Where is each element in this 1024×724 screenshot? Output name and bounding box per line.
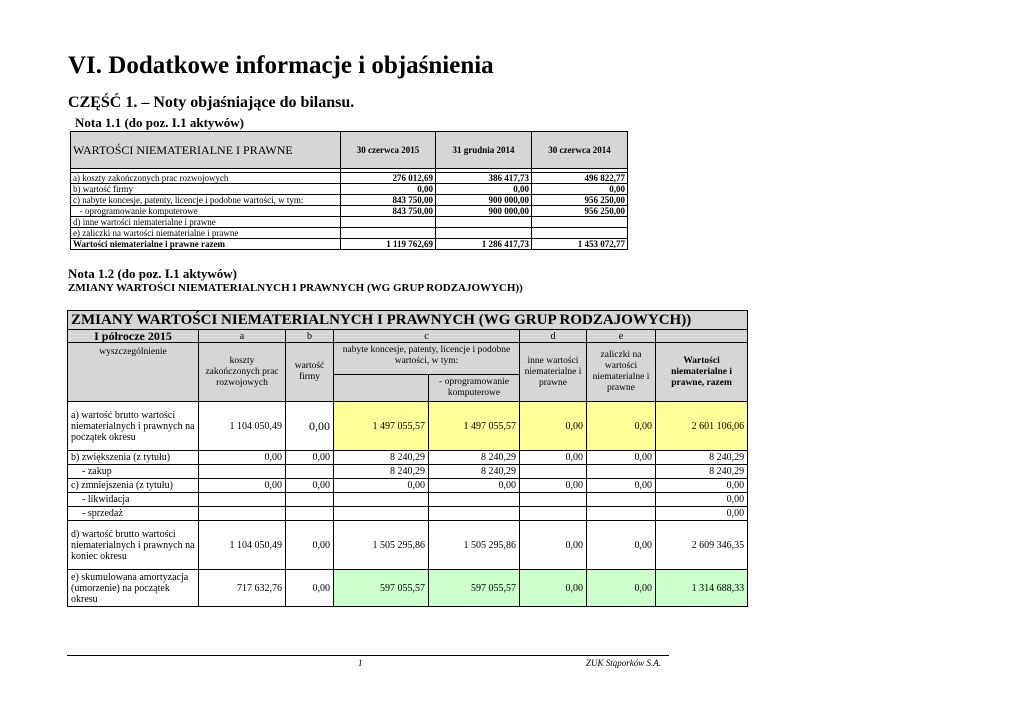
cell-value: 1 453 072,77 bbox=[532, 239, 628, 250]
cell-value: 1 497 055,57 bbox=[334, 402, 429, 451]
cell-value: 1 505 295,86 bbox=[429, 521, 520, 570]
cell-value: 956 250,00 bbox=[532, 195, 628, 206]
page-title: VI. Dodatkowe informacje i objaśnienia bbox=[68, 52, 494, 79]
table-row bbox=[71, 217, 628, 228]
cell-value: 900 000,00 bbox=[436, 195, 532, 206]
column-header: wartość firmy bbox=[286, 343, 334, 402]
cell-value: 0,00 bbox=[587, 479, 656, 493]
column-letter: c bbox=[334, 330, 520, 343]
cell-value: 0,00 bbox=[520, 451, 587, 465]
row-label: b) wartość firmy bbox=[71, 184, 341, 195]
row-label: b) zwiększenia (z tytułu) bbox=[68, 451, 199, 465]
cell-value: 0,00 bbox=[429, 479, 520, 493]
cell-value: 0,00 bbox=[286, 570, 334, 607]
cell-value bbox=[199, 465, 286, 479]
row-label: d) wartość brutto wartości niematerialnych i prawnych na koniec okresu bbox=[68, 521, 199, 570]
nota-1-1-table bbox=[70, 131, 628, 250]
cell-value: 0,00 bbox=[341, 184, 436, 195]
cell-value: 0,00 bbox=[199, 479, 286, 493]
column-letter: d bbox=[520, 330, 587, 343]
cell-value: 0,00 bbox=[520, 479, 587, 493]
row-label: Wartości niematerialne i prawne razem bbox=[71, 239, 341, 250]
cell-value: 0,00 bbox=[334, 479, 429, 493]
row-label: - zakup bbox=[68, 465, 199, 479]
cell-value: 386 417,73 bbox=[436, 173, 532, 184]
cell-value: 2 609 346,35 bbox=[656, 521, 748, 570]
cell-value bbox=[199, 493, 286, 507]
row-label: - sprzedaż bbox=[68, 507, 199, 521]
cell-value bbox=[532, 228, 628, 239]
cell-value: 1 119 762,69 bbox=[341, 239, 436, 250]
table-row bbox=[71, 173, 628, 184]
table-row bbox=[68, 493, 748, 507]
column-header: inne wartości niematerialne i prawne bbox=[520, 343, 587, 402]
cell-value bbox=[286, 465, 334, 479]
table-row bbox=[68, 465, 748, 479]
cell-value: 8 240,29 bbox=[429, 451, 520, 465]
row-label: c) zmniejszenia (z tytułu) bbox=[68, 479, 199, 493]
column-header: Wartości niematerialne i prawne, razem bbox=[656, 343, 748, 402]
row-label: - oprogramowanie komputerowe bbox=[71, 206, 341, 217]
column-header: - oprogramowanie komputerowe bbox=[429, 374, 520, 401]
cell-value: 8 240,29 bbox=[656, 451, 748, 465]
cell-value: 0,00 bbox=[520, 570, 587, 607]
cell-value: 8 240,29 bbox=[334, 465, 429, 479]
table-row bbox=[68, 402, 748, 451]
table-row bbox=[71, 228, 628, 239]
table-row bbox=[68, 451, 748, 465]
cell-value bbox=[334, 507, 429, 521]
row-label: e) skumulowana amortyzacja (umorzenie) na początek okresu bbox=[68, 570, 199, 607]
table-title: WARTOŚCI NIEMATERIALNE I PRAWNE bbox=[71, 132, 341, 169]
table-row bbox=[68, 507, 748, 521]
cell-value bbox=[341, 228, 436, 239]
nota-1-2-heading: Nota 1.2 (do poz. I.1 aktywów) bbox=[68, 266, 237, 281]
cell-value bbox=[587, 507, 656, 521]
letters-row bbox=[68, 330, 748, 343]
cell-value: 0,00 bbox=[587, 451, 656, 465]
cell-value bbox=[334, 493, 429, 507]
cell-value: 1 314 688,33 bbox=[656, 570, 748, 607]
column-header: zaliczki na wartości niematerialne i prawne bbox=[587, 343, 656, 402]
footer-divider bbox=[67, 655, 669, 656]
cell-value: 843 750,00 bbox=[341, 206, 436, 217]
part-heading: CZĘŚĆ 1. – Noty objaśniające do bilansu. bbox=[68, 94, 355, 111]
row-label: e) zaliczki na wartości niematerialne i prawne bbox=[71, 228, 341, 239]
cell-value bbox=[286, 507, 334, 521]
column-header: 30 czerwca 2014 bbox=[532, 132, 628, 169]
cell-value: 0,00 bbox=[587, 402, 656, 451]
table-row bbox=[71, 195, 628, 206]
nota-1-2-subheading: ZMIANY WARTOŚCI NIEMATERIALNYCH I PRAWNYCH (WG GRUP RODZAJOWYCH)) bbox=[68, 282, 523, 294]
cell-value: 0,00 bbox=[520, 521, 587, 570]
cell-value bbox=[199, 507, 286, 521]
column-header: nabyte koncesje, patenty, licencje i podobne wartości, w tym: bbox=[334, 343, 520, 375]
table-row bbox=[71, 206, 628, 217]
cell-value: 1 505 295,86 bbox=[334, 521, 429, 570]
cell-value: 0,00 bbox=[587, 521, 656, 570]
cell-value bbox=[587, 465, 656, 479]
row-label: a) wartość brutto wartości niematerialnych i prawnych na początek okresu bbox=[68, 402, 199, 451]
page-number: 1 bbox=[358, 658, 363, 668]
cell-value bbox=[520, 493, 587, 507]
row-label: a) koszty zakończonych prac rozwojowych bbox=[71, 173, 341, 184]
row-label: d) inne wartości niematerialne i prawne bbox=[71, 217, 341, 228]
table-row bbox=[68, 479, 748, 493]
cell-value: 0,00 bbox=[520, 402, 587, 451]
column-letter: b bbox=[286, 330, 334, 343]
cell-value bbox=[436, 228, 532, 239]
cell-value: 0,00 bbox=[656, 507, 748, 521]
cell-value: 843 750,00 bbox=[341, 195, 436, 206]
cell-value: 1 104 050,49 bbox=[199, 521, 286, 570]
column-header: wyszczególnienie bbox=[68, 343, 199, 402]
cell-value: 1 286 417,73 bbox=[436, 239, 532, 250]
column-header: 31 grudnia 2014 bbox=[436, 132, 532, 169]
cell-value: 0,00 bbox=[532, 184, 628, 195]
cell-value: 8 240,29 bbox=[429, 465, 520, 479]
cell-value: 8 240,29 bbox=[656, 465, 748, 479]
cell-value: 0,00 bbox=[286, 451, 334, 465]
column-header-row bbox=[68, 343, 748, 375]
cell-value: 1 104 050,49 bbox=[199, 402, 286, 451]
cell-value: 597 055,57 bbox=[334, 570, 429, 607]
row-label: - likwidacja bbox=[68, 493, 199, 507]
cell-value: 8 240,29 bbox=[334, 451, 429, 465]
cell-value: 0,00 bbox=[286, 479, 334, 493]
column-letter: e bbox=[587, 330, 656, 343]
company-name: ZUK Stąporków S.A. bbox=[586, 658, 662, 668]
cell-value: 900 000,00 bbox=[436, 206, 532, 217]
nota-1-1-heading: Nota 1.1 (do poz. I.1 aktywów) bbox=[75, 115, 244, 130]
cell-value: 0,00 bbox=[587, 570, 656, 607]
cell-value: 0,00 bbox=[199, 451, 286, 465]
cell-value: 0,00 bbox=[286, 521, 334, 570]
table-title: ZMIANY WARTOŚCI NIEMATERIALNYCH I PRAWNYCH (WG GRUP RODZAJOWYCH)) bbox=[68, 311, 748, 330]
cell-value bbox=[532, 217, 628, 228]
row-label: c) nabyte koncesje, patenty, licencje i podobne wartości, w tym: bbox=[71, 195, 341, 206]
table-row bbox=[68, 570, 748, 607]
cell-value: 1 497 055,57 bbox=[429, 402, 520, 451]
cell-value: 0,00 bbox=[656, 493, 748, 507]
cell-value: 717 632,76 bbox=[199, 570, 286, 607]
cell-value bbox=[429, 507, 520, 521]
cell-value bbox=[520, 507, 587, 521]
table-title-row bbox=[68, 311, 748, 330]
cell-value: 276 012,69 bbox=[341, 173, 436, 184]
cell-value: 0,00 bbox=[436, 184, 532, 195]
cell-value bbox=[341, 217, 436, 228]
column-letter: a bbox=[199, 330, 286, 343]
cell-value: 2 601 106,06 bbox=[656, 402, 748, 451]
cell-value: 597 055,57 bbox=[429, 570, 520, 607]
cell-value bbox=[587, 493, 656, 507]
cell-value bbox=[429, 493, 520, 507]
cell-value: 0,00 bbox=[656, 479, 748, 493]
table-row bbox=[68, 521, 748, 570]
column-header: koszty zakończonych prac rozwojowych bbox=[199, 343, 286, 402]
cell-value: 0,00 bbox=[286, 402, 334, 451]
column-header: 30 czerwca 2015 bbox=[341, 132, 436, 169]
nota-1-2-table bbox=[67, 310, 748, 607]
cell-value bbox=[520, 465, 587, 479]
cell-value bbox=[436, 217, 532, 228]
table-row bbox=[71, 184, 628, 195]
cell-value: 956 250,00 bbox=[532, 206, 628, 217]
cell-value bbox=[286, 493, 334, 507]
table-total-row bbox=[71, 239, 628, 250]
table-header-row bbox=[71, 132, 628, 169]
cell-value: 496 822,77 bbox=[532, 173, 628, 184]
period-label: I półrocze 2015 bbox=[68, 330, 199, 343]
